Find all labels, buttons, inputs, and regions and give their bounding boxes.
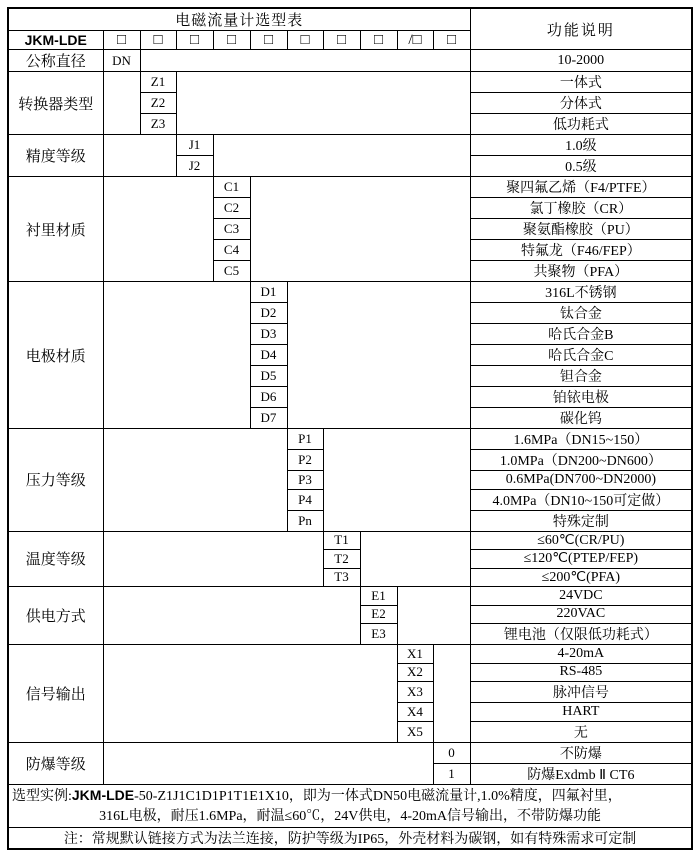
model-checkbox-slash: /□	[397, 31, 433, 50]
spacer-cell	[103, 72, 140, 135]
code-cell: C5	[213, 261, 250, 282]
example-label: 选型实例:	[12, 788, 72, 804]
desc-cell: 不防爆	[470, 742, 692, 763]
desc-cell: ≤120℃(PTEP/FEP)	[470, 550, 692, 569]
spacer-cell	[103, 742, 433, 784]
section-label: 公称直径	[8, 50, 103, 72]
code-cell: E2	[360, 605, 397, 624]
desc-cell: 分体式	[470, 93, 692, 114]
code-cell: X1	[397, 645, 433, 664]
desc-cell: 氯丁橡胶（CR）	[470, 198, 692, 219]
selection-table	[7, 7, 693, 850]
section-label: 精度等级	[8, 135, 103, 177]
code-cell: E1	[360, 587, 397, 606]
code-cell: P3	[287, 471, 323, 490]
model-checkbox: □	[103, 31, 140, 50]
code-cell: C2	[213, 198, 250, 219]
code-cell: C3	[213, 219, 250, 240]
desc-cell: 10-2000	[470, 50, 692, 72]
desc-cell: 特殊定制	[470, 510, 692, 531]
note-text: 注：常规默认链接方式为法兰连接，防护等级为IP65，外壳材料为碳钢，如有特殊需求可定制	[8, 827, 692, 849]
code-cell: D6	[250, 387, 287, 408]
desc-cell: 无	[470, 721, 692, 742]
model-checkbox: □	[323, 31, 360, 50]
selection-example	[8, 784, 692, 827]
code-cell: J2	[176, 156, 213, 177]
section-label: 信号输出	[8, 645, 103, 743]
section-label: 电极材质	[8, 282, 103, 429]
code-cell: C1	[213, 177, 250, 198]
desc-cell: 聚四氟乙烯（F4/PTFE）	[470, 177, 692, 198]
spacer-cell	[140, 50, 470, 72]
section-label: 衬里材质	[8, 177, 103, 282]
desc-cell: 锂电池（仅限低功耗式）	[470, 624, 692, 645]
desc-cell: 1.0级	[470, 135, 692, 156]
spacer-cell	[360, 531, 470, 587]
code-cell: Pn	[287, 510, 323, 531]
spacer-cell	[323, 429, 470, 532]
code-cell: D3	[250, 324, 287, 345]
model-checkbox: □	[287, 31, 323, 50]
code-cell: Z3	[140, 114, 176, 135]
model-checkbox: □	[140, 31, 176, 50]
spacer-cell	[433, 645, 470, 743]
model-checkbox: □	[360, 31, 397, 50]
section-label: 防爆等级	[8, 742, 103, 784]
section-label: 转换器类型	[8, 72, 103, 135]
desc-cell: 1.0MPa（DN200~DN600）	[470, 450, 692, 471]
code-cell: T1	[323, 531, 360, 550]
desc-cell: 4.0MPa（DN10~150可定做）	[470, 489, 692, 510]
code-cell: D4	[250, 345, 287, 366]
code-cell: Z1	[140, 72, 176, 93]
desc-cell: 0.5级	[470, 156, 692, 177]
table-title: 电磁流量计选型表	[8, 8, 470, 31]
code-cell: T3	[323, 568, 360, 587]
spacer-cell	[397, 587, 470, 645]
code-cell: T2	[323, 550, 360, 569]
example-model: JKM-LDE	[71, 786, 135, 803]
code-cell: DN	[103, 50, 140, 72]
code-cell: E3	[360, 624, 397, 645]
code-cell: X4	[397, 703, 433, 722]
desc-cell: 低功耗式	[470, 114, 692, 135]
spacer-cell	[103, 177, 213, 282]
code-cell: P4	[287, 489, 323, 510]
code-cell: 0	[433, 742, 470, 763]
spacer-cell	[103, 282, 250, 429]
code-cell: D5	[250, 366, 287, 387]
model-checkbox: □	[433, 31, 470, 50]
desc-cell: 0.6MPa(DN700~DN2000)	[470, 471, 692, 490]
code-cell: D2	[250, 303, 287, 324]
code-cell: P2	[287, 450, 323, 471]
code-cell: D1	[250, 282, 287, 303]
desc-cell: 铂铱电极	[470, 387, 692, 408]
desc-cell: 钛合金	[470, 303, 692, 324]
desc-cell: 特氟龙（F46/FEP）	[470, 240, 692, 261]
section-label: 压力等级	[8, 429, 103, 532]
desc-cell: ≤200℃(PFA)	[470, 568, 692, 587]
model-checkbox: □	[176, 31, 213, 50]
example-text: -50-Z1J1C1D1P1T1E1X10，即为一体式DN50电磁流量计,1.0%精度，四氟衬里，	[134, 788, 622, 804]
desc-cell: 钽合金	[470, 366, 692, 387]
desc-cell: 24VDC	[470, 587, 692, 606]
desc-cell: 共聚物（PFA）	[470, 261, 692, 282]
code-cell: J1	[176, 135, 213, 156]
code-cell: 1	[433, 763, 470, 784]
spacer-cell	[250, 177, 470, 282]
code-cell: C4	[213, 240, 250, 261]
spacer-cell	[103, 531, 323, 587]
desc-cell: 220VAC	[470, 605, 692, 624]
example-line1	[9, 785, 691, 807]
desc-cell: HART	[470, 703, 692, 722]
desc-cell: 聚氨酯橡胶（PU）	[470, 219, 692, 240]
model-checkbox: □	[250, 31, 287, 50]
section-label: 温度等级	[8, 531, 103, 587]
code-cell: X3	[397, 682, 433, 703]
spacer-cell	[213, 135, 470, 177]
spacer-cell	[287, 282, 470, 429]
model-checkbox: □	[213, 31, 250, 50]
code-cell: D7	[250, 408, 287, 429]
desc-cell: ≤60℃(CR/PU)	[470, 531, 692, 550]
model-prefix: JKM-LDE	[8, 31, 103, 50]
spacer-cell	[103, 429, 287, 532]
desc-cell: 一体式	[470, 72, 692, 93]
desc-cell: 碳化钨	[470, 408, 692, 429]
spacer-cell	[103, 645, 397, 743]
desc-cell: 哈氏合金B	[470, 324, 692, 345]
desc-cell: 1.6MPa（DN15~150）	[470, 429, 692, 450]
spacer-cell	[103, 135, 176, 177]
spacer-cell	[103, 587, 360, 645]
desc-cell: RS-485	[470, 663, 692, 682]
spacer-cell	[176, 72, 470, 135]
code-cell: X2	[397, 663, 433, 682]
function-column-header: 功能说明	[470, 8, 692, 50]
desc-cell: 防爆Exdmb Ⅱ CT6	[470, 763, 692, 784]
code-cell: P1	[287, 429, 323, 450]
desc-cell: 脉冲信号	[470, 682, 692, 703]
desc-cell: 316L不锈钢	[470, 282, 692, 303]
section-label: 供电方式	[8, 587, 103, 645]
example-line2: 316L电极，耐压1.6MPa，耐温≤60℃，24V供电，4-20mA信号输出，不带防爆功能	[99, 808, 602, 824]
code-cell: Z2	[140, 93, 176, 114]
desc-cell: 哈氏合金C	[470, 345, 692, 366]
code-cell: X5	[397, 721, 433, 742]
desc-cell: 4-20mA	[470, 645, 692, 664]
